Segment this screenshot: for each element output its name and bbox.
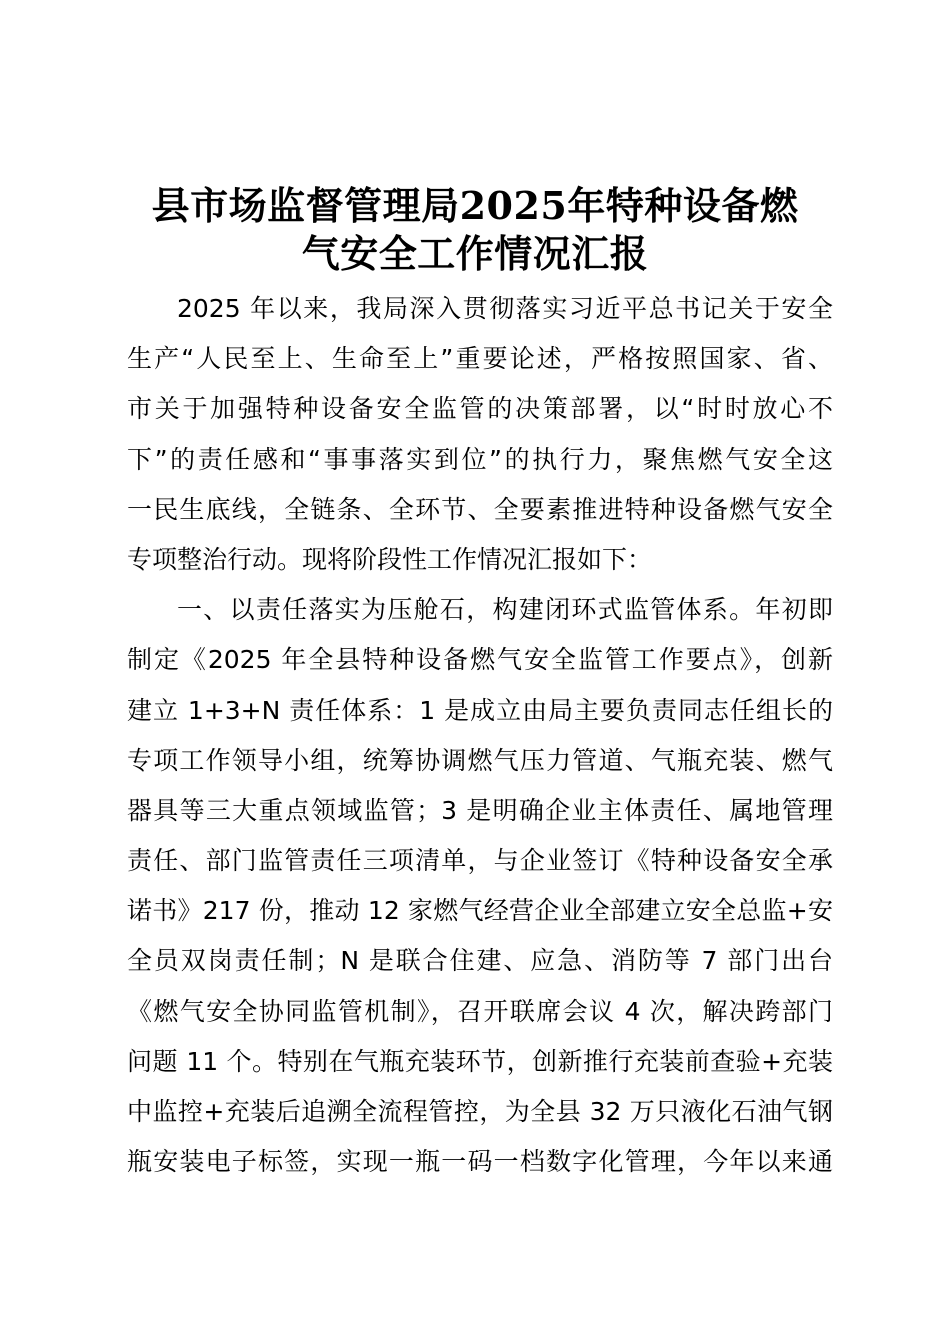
text-line: 责任、部门监管责任三项清单，与企业签订《特种设备安全承 bbox=[127, 846, 833, 876]
text-line: 诺书》217 份，推动 12 家燃气经营企业全部建立安全总监+安 bbox=[127, 896, 833, 926]
text-line: 问题 11 个。特别在气瓶充装环节，创新推行充装前查验+充装 bbox=[127, 1046, 833, 1076]
text-line: 《燃气安全协同监管机制》，召开联席会议 4 次，解决跨部门 bbox=[127, 996, 833, 1026]
text-line: 一、以责任落实为压舱石，构建闭环式监管体系。年初即 bbox=[177, 595, 833, 625]
document-title bbox=[120, 182, 830, 278]
text-line: 专项工作领导小组，统筹协调燃气压力管道、气瓶充装、燃气 bbox=[127, 745, 833, 775]
text-line: 制定《2025 年全县特种设备燃气安全监管工作要点》，创新 bbox=[127, 645, 833, 675]
text-line: 2025 年以来，我局深入贯彻落实习近平总书记关于安全 bbox=[177, 294, 833, 323]
text-line: 中监控+充装后追溯全流程管控，为全县 32 万只液化石油气钢 bbox=[127, 1097, 833, 1126]
text-line: 下”的责任感和“事事落实到位”的执行力，聚焦燃气安全这 bbox=[127, 444, 833, 474]
text-line: 器具等三大重点领域监管；3 是明确企业主体责任、属地管理 bbox=[127, 795, 833, 825]
title-line-2: 气安全工作情况汇报 bbox=[301, 231, 649, 276]
title-line-1: 县市场监督管理局2025年特种设备燃 bbox=[151, 183, 799, 228]
text-line: 建立 1+3+N 责任体系：1 是成立由局主要负责同志任组长的 bbox=[127, 695, 833, 725]
text-line: 市关于加强特种设备安全监管的决策部署，以“时时放心不 bbox=[127, 394, 833, 424]
text-line: 生产“人民至上、生命至上”重要论述，严格按照国家、省、 bbox=[127, 344, 833, 374]
text-line: 一民生底线，全链条、全环节、全要素推进特种设备燃气安全 bbox=[127, 494, 833, 524]
text-line: 全员双岗责任制；N 是联合住建、应急、消防等 7 部门出台 bbox=[127, 946, 833, 976]
text-line: 瓶安装电子标签，实现一瓶一码一档数字化管理，今年以来通 bbox=[127, 1147, 833, 1177]
text-line: 专项整治行动。现将阶段性工作情况汇报如下： bbox=[127, 544, 653, 574]
paragraph-section-1 bbox=[127, 585, 833, 1187]
document-body bbox=[127, 284, 833, 1187]
paragraph-intro bbox=[127, 284, 833, 585]
